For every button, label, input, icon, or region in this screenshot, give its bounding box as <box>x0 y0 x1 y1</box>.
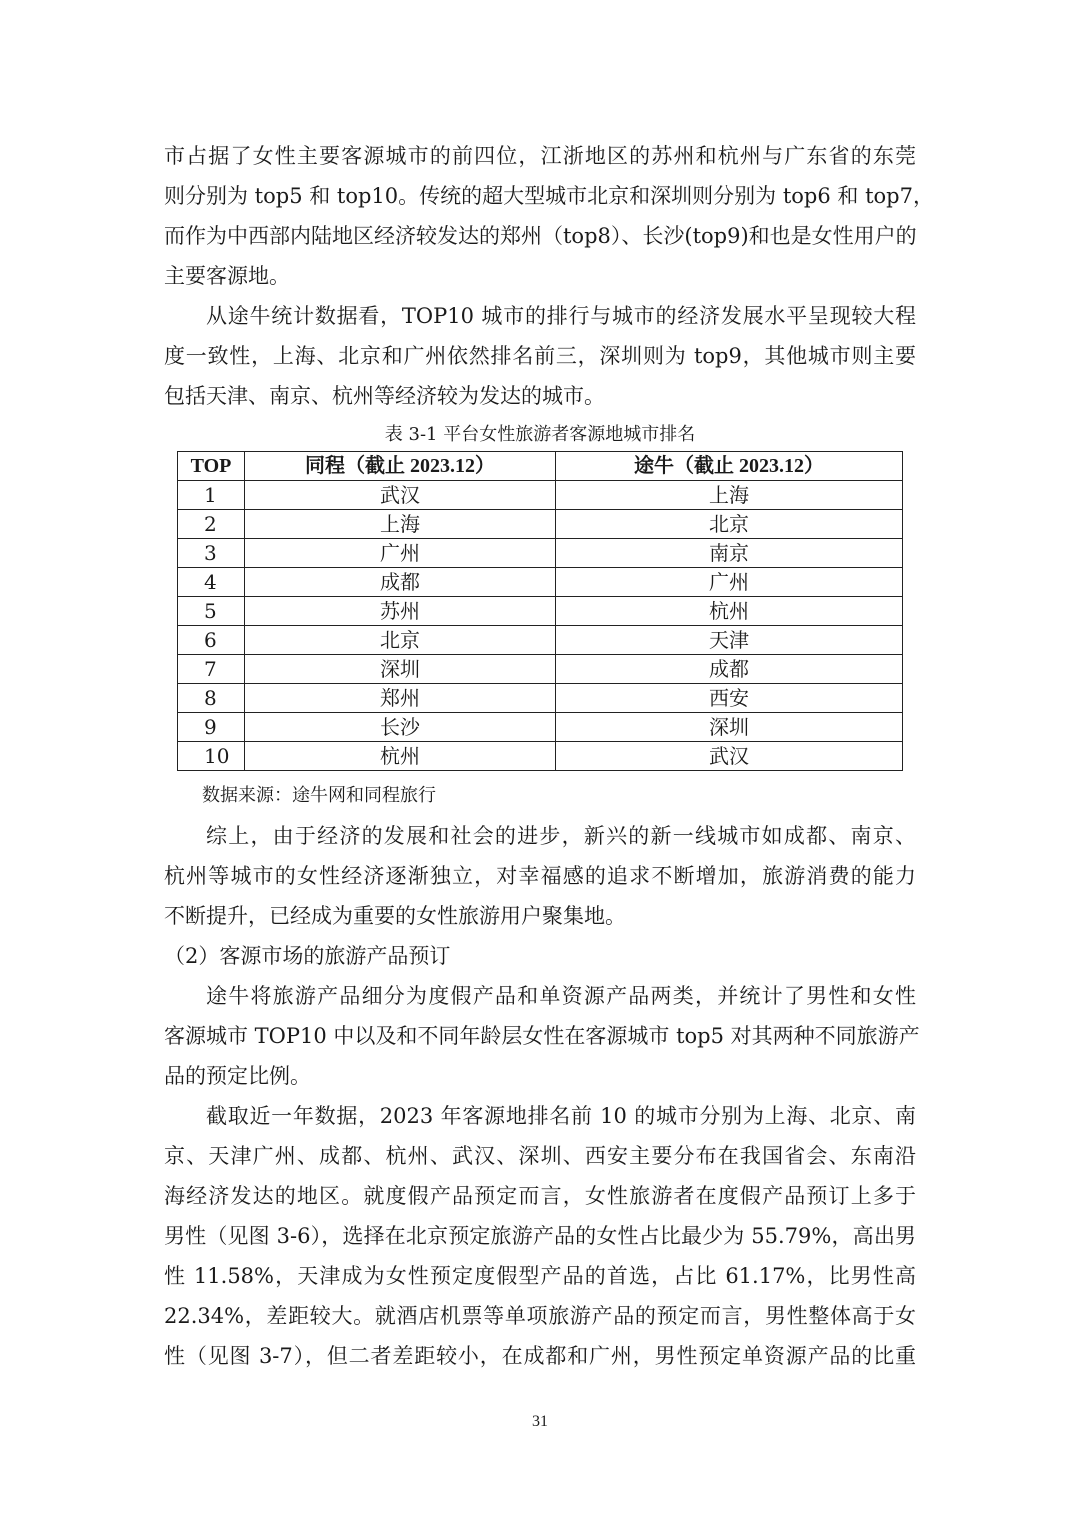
rank-cell: 10 <box>178 742 245 771</box>
data-line-1: 截取近一年数据，2023 年客源地排名前 10 的城市分别为上海、北京、南 <box>206 1104 916 1128</box>
rank-cell: 9 <box>178 713 245 742</box>
rank-cell: 3 <box>178 539 245 568</box>
summary-line-2: 杭州等城市的女性经济逐渐独立，对幸福感的追求不断增加，旅游消费的能力 <box>164 864 916 888</box>
page-number: 31 <box>532 1413 548 1430</box>
tongcheng-city-cell: 武汉 <box>245 481 556 510</box>
tuniu-line-3: 包括天津、南京、杭州等经济较为发达的城市。 <box>164 384 605 408</box>
table-row <box>178 510 903 539</box>
table-row <box>178 539 903 568</box>
tuniu-city-cell: 杭州 <box>556 597 903 626</box>
table-row <box>178 713 903 742</box>
rank-cell: 7 <box>178 655 245 684</box>
city-ranking-table <box>177 451 903 771</box>
tongcheng-city-cell: 杭州 <box>245 742 556 771</box>
tuniu-line-1: 从途牛统计数据看，TOP10 城市的排行与城市的经济发展水平呈现较大程 <box>206 304 916 328</box>
rank-cell: 5 <box>178 597 245 626</box>
tuniu-city-cell: 广州 <box>556 568 903 597</box>
table-row <box>178 481 903 510</box>
table-row <box>178 568 903 597</box>
tuniu-city-cell: 上海 <box>556 481 903 510</box>
table-row <box>178 626 903 655</box>
table-row <box>178 742 903 771</box>
table-source-note: 数据来源：途牛网和同程旅行 <box>202 785 436 806</box>
summary-paragraph <box>164 816 916 936</box>
tuniu-line-2: 度一致性，上海、北京和广州依然排名前三，深圳则为 top9，其他城市则主要 <box>164 344 916 368</box>
table-row <box>178 655 903 684</box>
tuniu-city-cell: 深圳 <box>556 713 903 742</box>
intro-line-2: 则分别为 top5 和 top10。传统的超大型城市北京和深圳则分别为 top6 和 top7， <box>164 184 934 208</box>
intro-line-1: 市占据了女性主要客源城市的前四位，江浙地区的苏州和杭州与广东省的东莞 <box>164 144 916 168</box>
tongcheng-city-cell: 长沙 <box>245 713 556 742</box>
product-line-1: 途牛将旅游产品细分为度假产品和单资源产品两类，并统计了男性和女性 <box>206 984 916 1008</box>
table-header-row <box>178 452 903 481</box>
data-line-6: 22.34%，差距较大。就酒店机票等单项旅游产品的预定而言，男性整体高于女 <box>164 1304 916 1328</box>
tongcheng-city-cell: 上海 <box>245 510 556 539</box>
product-paragraph <box>164 976 920 1096</box>
tuniu-city-cell: 天津 <box>556 626 903 655</box>
summary-line-3: 不断提升，已经成为重要的女性旅游用户聚集地。 <box>164 904 626 928</box>
tongcheng-city-cell: 深圳 <box>245 655 556 684</box>
summary-line-1: 综上，由于经济的发展和社会的进步，新兴的新一线城市如成都、南京、 <box>206 824 916 848</box>
section-heading <box>164 936 916 976</box>
tongcheng-city-cell: 成都 <box>245 568 556 597</box>
intro-paragraph <box>164 136 934 296</box>
rank-cell: 6 <box>178 626 245 655</box>
data-line-5: 性 11.58%，天津成为女性预定度假型产品的首选，占比 61.17%，比男性高 <box>164 1264 916 1288</box>
tongcheng-city-cell: 广州 <box>245 539 556 568</box>
tuniu-city-cell: 武汉 <box>556 742 903 771</box>
tongcheng-city-cell: 苏州 <box>245 597 556 626</box>
intro-line-4: 主要客源地。 <box>164 264 290 288</box>
section-heading-text: （2）客源市场的旅游产品预订 <box>164 944 451 968</box>
tuniu-paragraph <box>164 296 916 416</box>
product-line-2: 客源城市 TOP10 中以及和不同年龄层女性在客源城市 top5 对其两种不同旅游产 <box>164 1024 920 1048</box>
table-caption: 表 3-1 平台女性旅游者客源地城市排名 <box>384 424 696 445</box>
rank-cell: 1 <box>178 481 245 510</box>
data-paragraph <box>164 1096 916 1376</box>
data-line-2: 京、天津广州、成都、杭州、武汉、深圳、西安主要分布在我国省会、东南沿 <box>164 1144 916 1168</box>
tuniu-city-cell: 南京 <box>556 539 903 568</box>
rank-cell: 8 <box>178 684 245 713</box>
data-line-4: 男性（见图 3-6），选择在北京预定旅游产品的女性占比最少为 55.79%，高出男 <box>164 1224 916 1248</box>
intro-line-3: 而作为中西部内陆地区经济较发达的郑州（top8）、长沙(top9)和也是女性用户的 <box>164 224 917 248</box>
header-top: TOP <box>178 452 245 481</box>
header-tongcheng: 同程（截止 2023.12） <box>245 452 556 481</box>
table-row <box>178 597 903 626</box>
tuniu-city-cell: 西安 <box>556 684 903 713</box>
tongcheng-city-cell: 郑州 <box>245 684 556 713</box>
tuniu-city-cell: 成都 <box>556 655 903 684</box>
rank-cell: 4 <box>178 568 245 597</box>
header-tuniu: 途牛（截止 2023.12） <box>556 452 903 481</box>
data-line-3: 海经济发达的地区。就度假产品预定而言，女性旅游者在度假产品预订上多于 <box>164 1184 916 1208</box>
rank-cell: 2 <box>178 510 245 539</box>
data-line-7: 性（见图 3-7），但二者差距较小，在成都和广州，男性预定单资源产品的比重 <box>164 1344 916 1368</box>
tuniu-city-cell: 北京 <box>556 510 903 539</box>
table-row <box>178 684 903 713</box>
tongcheng-city-cell: 北京 <box>245 626 556 655</box>
product-line-3: 品的预定比例。 <box>164 1064 311 1088</box>
